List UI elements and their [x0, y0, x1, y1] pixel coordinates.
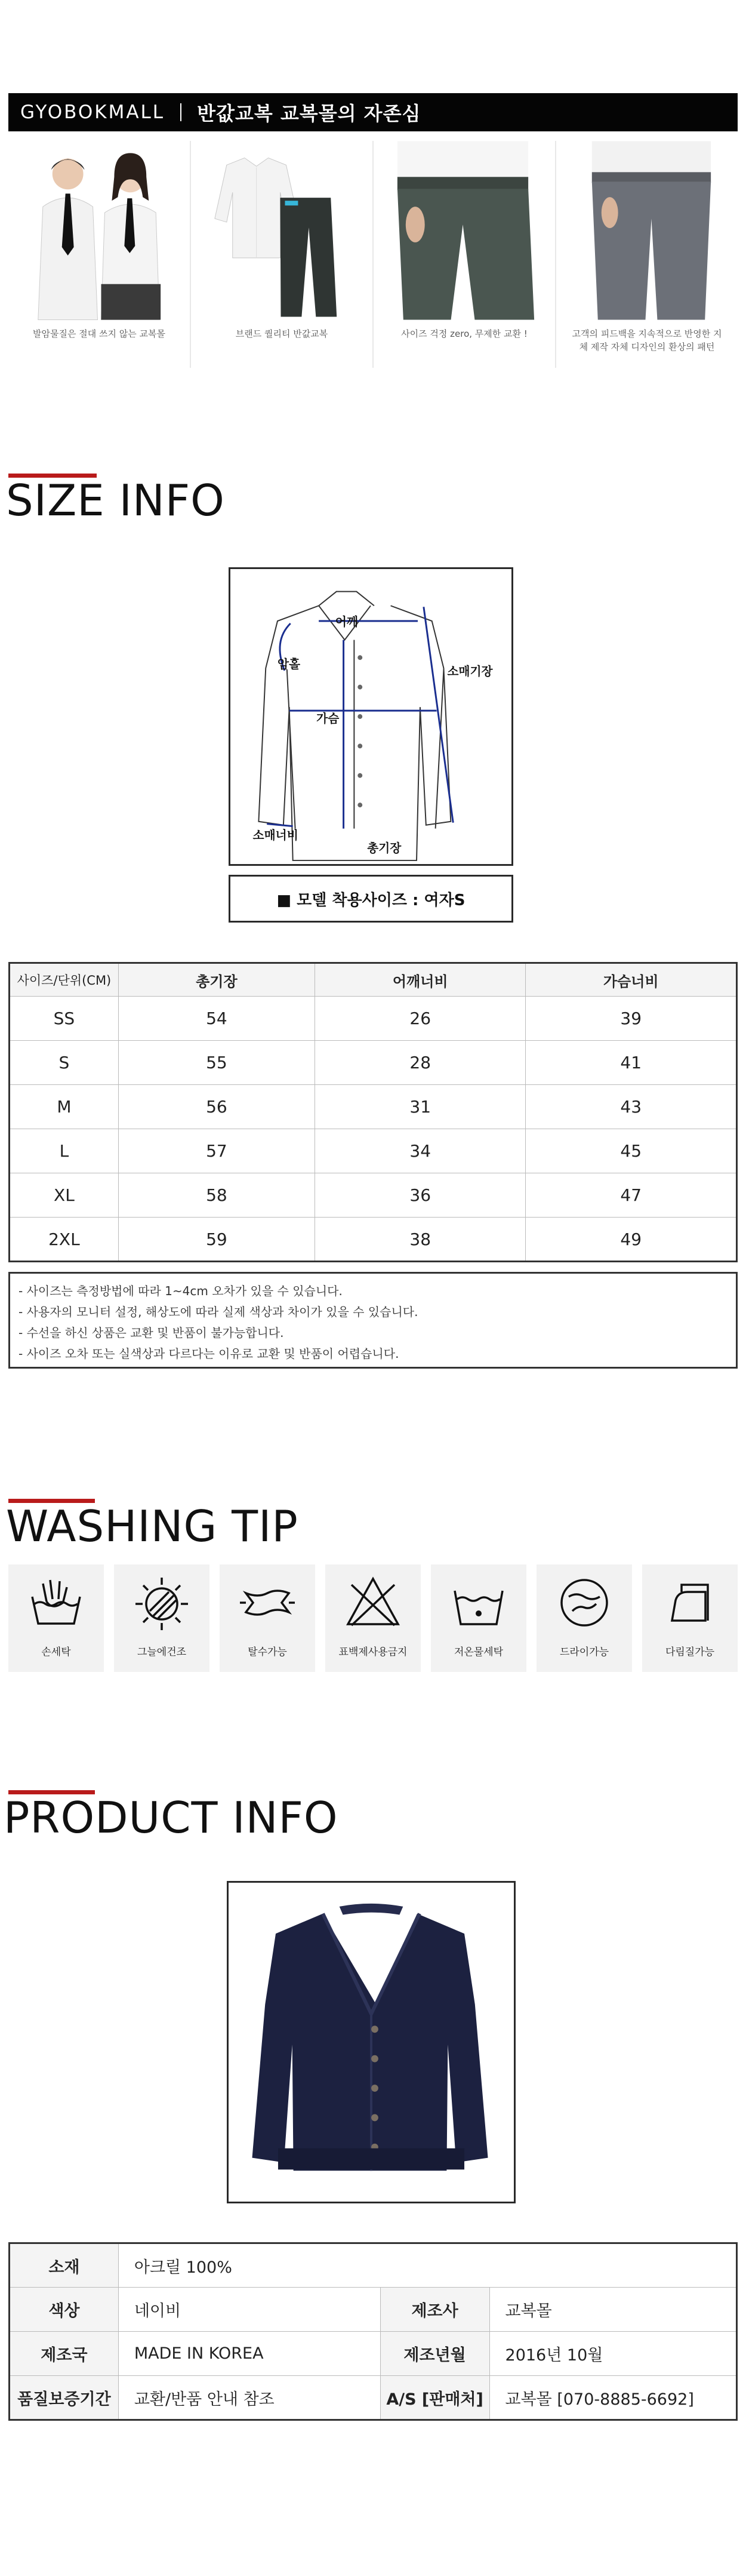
- label-chest: 가슴: [316, 711, 340, 726]
- navy-cardigan-photo: [229, 1883, 514, 2202]
- size-cell: 2XL: [10, 1218, 119, 1262]
- note-line: - 사이즈 오차 또는 실색상과 다르다는 이유로 교환 및 반품이 어렵습니다.: [19, 1347, 399, 1361]
- info-value: MADE IN KOREA: [118, 2332, 380, 2376]
- info-key: 소재: [10, 2243, 119, 2288]
- feature-card-pattern: [556, 141, 738, 368]
- table-row: [10, 1085, 737, 1129]
- size-info-title: SIZE INFO: [6, 475, 225, 525]
- size-cell: 56: [118, 1085, 315, 1129]
- size-cell: 31: [315, 1085, 526, 1129]
- size-cell: 47: [526, 1173, 737, 1218]
- wash-item: [8, 1564, 104, 1672]
- shirt-pants-photo: [191, 141, 372, 320]
- size-table: [8, 962, 738, 1262]
- hand-wash-icon: [26, 1573, 86, 1633]
- table-row: [10, 1173, 737, 1218]
- size-table-header: [10, 963, 737, 997]
- info-key: 품질보증기간: [10, 2376, 119, 2420]
- wash-label: 탈수가능: [248, 1646, 287, 1658]
- feature-card-shirt: [191, 141, 374, 368]
- size-cell: L: [10, 1129, 119, 1173]
- info-key: A/S [판매처]: [380, 2376, 489, 2420]
- brand-banner: [8, 93, 738, 131]
- size-cell: 28: [315, 1041, 526, 1085]
- green-pants-photo: [374, 141, 555, 320]
- wash-item: [642, 1564, 738, 1672]
- wash-label: 드라이가능: [559, 1646, 609, 1658]
- iron-icon: [660, 1573, 720, 1633]
- info-value: 네이비: [118, 2288, 380, 2332]
- size-cell: 38: [315, 1218, 526, 1262]
- model-size-note: ■ 모델 착용사이즈 : 여자S: [229, 875, 513, 923]
- size-cell: 34: [315, 1129, 526, 1173]
- size-cell: 49: [526, 1218, 737, 1262]
- table-row: [10, 1218, 737, 1262]
- wash-item: [114, 1564, 209, 1672]
- washing-tip-title: WASHING TIP: [6, 1501, 298, 1551]
- label-sleeve-length: 소매기장: [447, 664, 493, 678]
- size-cell: M: [10, 1085, 119, 1129]
- size-col-header: 가슴너비: [526, 963, 737, 997]
- info-key: 제조년월: [380, 2332, 489, 2376]
- product-info-title: PRODUCT INFO: [4, 1793, 338, 1843]
- product-info-table: [8, 2242, 738, 2421]
- size-cell: 59: [118, 1218, 315, 1262]
- dry-clean-icon: [554, 1573, 614, 1633]
- size-cell: 39: [526, 997, 737, 1041]
- size-cell: 54: [118, 997, 315, 1041]
- no-bleach-icon: [343, 1573, 403, 1633]
- size-cell: 58: [118, 1173, 315, 1218]
- label-total-length: 총기장: [367, 841, 402, 856]
- table-row: [10, 2332, 737, 2376]
- info-key: 제조국: [10, 2332, 119, 2376]
- size-cell: 43: [526, 1085, 737, 1129]
- info-value: 교복몰 [070-8885-6692]: [489, 2376, 736, 2420]
- wash-label: 그늘에건조: [137, 1646, 187, 1658]
- size-cell: 41: [526, 1041, 737, 1085]
- size-cell: XL: [10, 1173, 119, 1218]
- feature-photos: [8, 141, 738, 368]
- label-sleeve-width: 소매너비: [252, 828, 298, 843]
- banner-divider: [180, 103, 181, 121]
- feature-card-pants: [374, 141, 556, 368]
- table-row: [10, 1041, 737, 1085]
- label-shoulder: 어깨: [335, 614, 358, 629]
- size-cell: 55: [118, 1041, 315, 1085]
- wash-item: [325, 1564, 421, 1672]
- cold-wash-icon: [449, 1573, 508, 1633]
- info-key: 색상: [10, 2288, 119, 2332]
- feature-caption: 발암물질은 절대 쓰지 않는 교복몰: [33, 328, 165, 339]
- size-notes: [8, 1272, 738, 1369]
- table-row: [10, 2243, 737, 2288]
- size-col-header: 어깨너비: [315, 963, 526, 997]
- label-armhole: 암홀: [277, 657, 301, 672]
- note-line: - 수선을 하신 상품은 교환 및 반품이 불가능합니다.: [19, 1326, 284, 1340]
- wash-label: 저온물세탁: [454, 1646, 504, 1658]
- table-row: [10, 997, 737, 1041]
- size-cell: S: [10, 1041, 119, 1085]
- size-col-header: 사이즈/단위(CM): [10, 963, 119, 997]
- table-row: [10, 2376, 737, 2420]
- size-col-header: 총기장: [118, 963, 315, 997]
- note-line: - 사용자의 모니터 설정, 해상도에 따라 실제 색상과 차이가 있을 수 있습니다.: [19, 1305, 418, 1319]
- wash-item: [431, 1564, 526, 1672]
- feature-caption: 사이즈 걱정 zero, 무제한 교환 !: [401, 328, 528, 339]
- size-cell: 57: [118, 1129, 315, 1173]
- brand-name: GYOBOKMALL: [20, 102, 165, 123]
- wash-item: [220, 1564, 315, 1672]
- students-photo: [8, 141, 190, 320]
- product-image: [227, 1881, 516, 2203]
- washing-icons: [8, 1564, 738, 1672]
- brand-slogan: 반값교복 교복몰의 자존심: [197, 102, 421, 125]
- table-row: [10, 2288, 737, 2332]
- info-value: 교환/반품 안내 참조: [118, 2376, 380, 2420]
- feature-card-students: [8, 141, 191, 368]
- gray-pants-photo: [556, 141, 738, 320]
- wash-label: 표백제사용금지: [338, 1646, 408, 1658]
- note-line: - 사이즈는 측정방법에 따라 1~4cm 오차가 있을 수 있습니다.: [19, 1284, 343, 1298]
- feature-caption: 고객의 피드백을 지속적으로 반영한 지체 제작 자체 디자인의 환상의 패턴: [572, 328, 722, 352]
- table-row: [10, 1129, 737, 1173]
- wash-item: [537, 1564, 632, 1672]
- shade-dry-icon: [132, 1573, 192, 1633]
- info-value: 교복몰: [489, 2288, 736, 2332]
- size-cell: 36: [315, 1173, 526, 1218]
- size-cell: SS: [10, 997, 119, 1041]
- wash-label: 다림질가능: [665, 1646, 715, 1658]
- info-value: 아크릴 100%: [118, 2243, 736, 2288]
- size-diagram: [229, 567, 513, 866]
- size-cell: 26: [315, 997, 526, 1041]
- wash-label: 손세탁: [41, 1646, 71, 1658]
- feature-caption: 브랜드 퀄리티 반값교복: [235, 328, 328, 339]
- shirt-measure-illustration: [230, 569, 511, 864]
- size-cell: 45: [526, 1129, 737, 1173]
- wring-icon: [238, 1573, 297, 1633]
- info-key: 제조사: [380, 2288, 489, 2332]
- info-value: 2016년 10월: [489, 2332, 736, 2376]
